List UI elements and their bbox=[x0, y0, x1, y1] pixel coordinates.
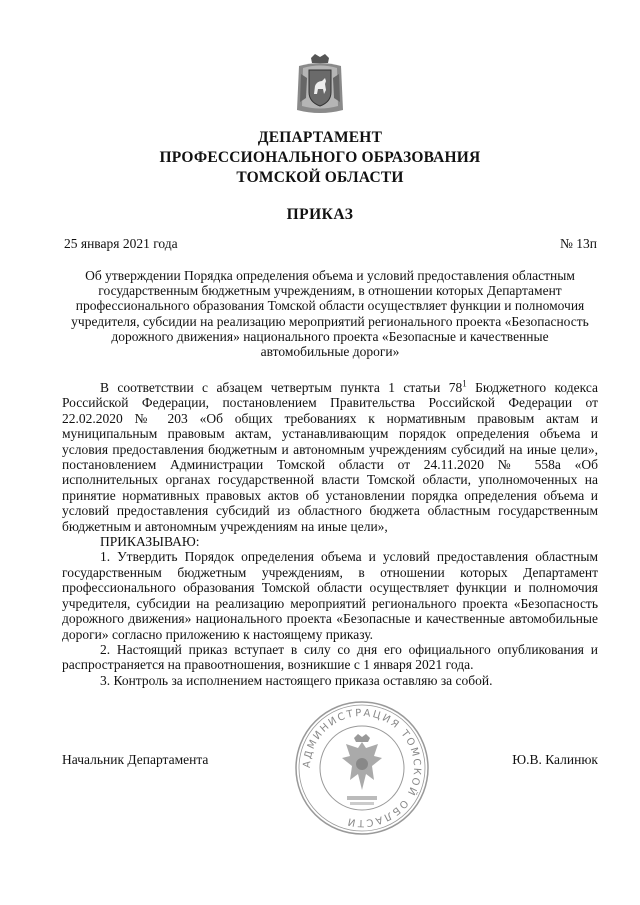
document-body bbox=[62, 380, 598, 688]
order-item: 1. Утвердить Порядок определения объема и условий предоставления областным государственным бюджетным учреждениям, в отношении которых Департамент профессионального образования Томской области осуществляет функции и полномочия учредителя, субсидии на реализацию мероприятий регионального проекта «Безопасность дорожного движения» национального проекта «Безопасные и качественные автомобильные дороги» согласно приложению к настоящему приказу. bbox=[62, 549, 598, 642]
preamble-paragraph bbox=[62, 380, 598, 534]
document-number: № 13п bbox=[560, 236, 597, 251]
official-seal-icon bbox=[292, 698, 432, 838]
document-date: 25 января 2021 года bbox=[64, 236, 178, 251]
document-subject: Об утверждении Порядка определения объема и условий предоставления областным государственным бюджетным учреждениям, в отношении которых Департамент профессионального образования Томской области осуществляет функции и полномочия учредителя, субсидии на реализацию мероприятий регионального проекта «Безопасность дорожного движения» национального проекта «Безопасные и качественные автомобильные дороги» bbox=[71, 268, 589, 360]
department-line: ДЕПАРТАМЕНТ bbox=[257, 129, 383, 146]
command-line: ПРИКАЗЫВАЮ: bbox=[100, 534, 200, 550]
signer-position: Начальник Департамента bbox=[62, 752, 209, 767]
department-name bbox=[0, 128, 640, 188]
tomsk-coat-of-arms-icon bbox=[295, 54, 345, 116]
department-line: ПРОФЕССИОНАЛЬНОГО ОБРАЗОВАНИЯ bbox=[159, 149, 481, 166]
order-item: 3. Контроль за исполнением настоящего приказа оставляю за собой. bbox=[100, 672, 493, 688]
article-superscript: 1 bbox=[462, 378, 467, 389]
preamble-text-end: Бюджетного кодекса Российской Федерации, постановлением Правительства Российской Федерации от 22.02.2020 № 203 «Об общих требованиях к нормативным правовым актам и муниципальным правовым актам, устанавливающим порядок определения объема и условия предоставления бюджетным и автономным учреждениям субсидий на иные цели», постановлением Администрации Томской области от 24.11.2020 № 558а «Об исполнительных органах государственной власти Томской области, уполномоченных на принятие нормативных правовых актов об установлении порядка определения объема и условий предоставления субсидий из областного бюджета областным государственным бюджетным и автономным учреждениям на иные цели», bbox=[62, 380, 598, 534]
seal-text: АДМИНИСТРАЦИЯ ТОМСКОЙ ОБЛАСТИ bbox=[301, 707, 423, 829]
order-item: 2. Настоящий приказ вступает в силу со дня его официального опубликования и распространяется на правоотношения, возникшие с 1 января 2021 года. bbox=[62, 641, 598, 673]
preamble-text-start: В соответствии с абзацем четвертым пункта 1 статьи 78 bbox=[100, 380, 463, 395]
document-type: ПРИКАЗ bbox=[286, 206, 354, 223]
department-line: ТОМСКОЙ ОБЛАСТИ bbox=[236, 169, 404, 186]
signer-name: Ю.В. Калинюк bbox=[512, 752, 598, 767]
